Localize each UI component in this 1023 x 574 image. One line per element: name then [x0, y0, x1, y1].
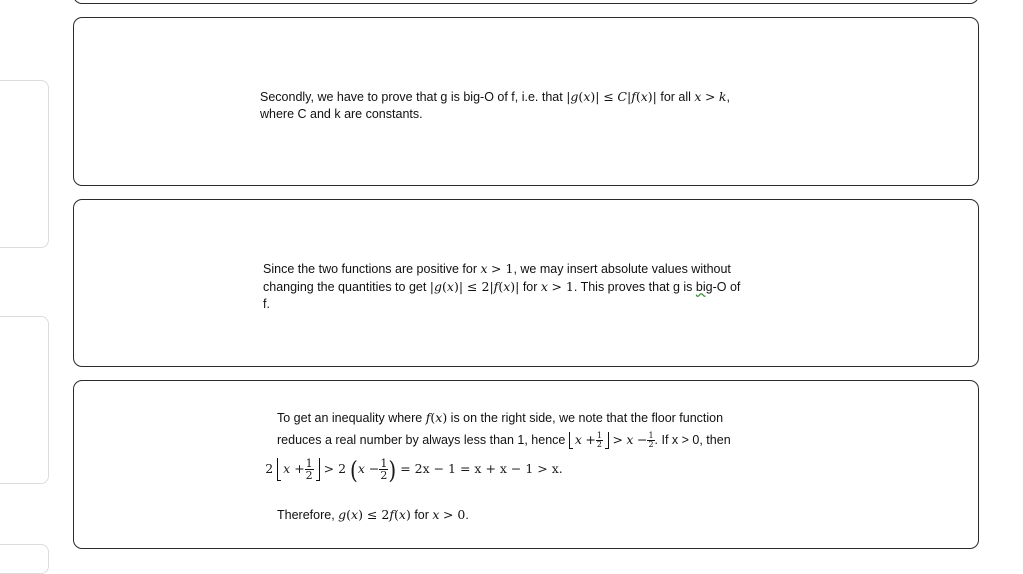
step-4-line-2: reduces a real number by always less than 1, hence x + $\frac{1}{2}$ > x − $\frac{1}{2}$ . If x > 0, then — [277, 431, 731, 450]
step-4-display-equation: 2 x + $\frac{1}{2}$ > 2 (x − $\frac{1}{2}$ ) = 2x − 1 = x + x − 1 > x. — [265, 455, 563, 484]
side-tab-2[interactable] — [0, 316, 49, 484]
step-2-text — [260, 88, 820, 123]
step-4-conclusion: Therefore, g(x) ≤ 2f(x) for x > 0. — [277, 507, 469, 522]
step-4-text — [277, 409, 837, 449]
step-3-text — [263, 260, 823, 313]
proof-step-card-4[interactable] — [73, 380, 979, 549]
step-3-line-2: changing the quantities to get |g(x)| ≤ 2|f(x)| for x > 1. This proves that g is big-O of — [263, 279, 741, 294]
step-4-equation-result: = 2x − 1 = x + x − 1 > x. — [400, 461, 563, 476]
proof-step-card-1[interactable] — [73, 0, 979, 4]
side-tab-1[interactable] — [0, 80, 49, 248]
step-2-line-1: Secondly, we have to prove that g is big-O of f, i.e. that |g(x)| ≤ C|f(x)| for all x > k, — [260, 89, 730, 104]
side-tab-3[interactable] — [0, 544, 49, 574]
proof-step-card-3[interactable] — [73, 199, 979, 367]
step-3-line-1: Since the two functions are positive for x > 1, we may insert absolute values without — [263, 261, 731, 276]
proof-step-card-2[interactable] — [73, 17, 979, 186]
step-2-line-2: where C and k are constants. — [260, 107, 423, 121]
step-4-line-1: To get an inequality where f(x) is on the right side, we note that the floor function — [277, 410, 724, 425]
step-3-line-3: f. — [263, 297, 270, 311]
